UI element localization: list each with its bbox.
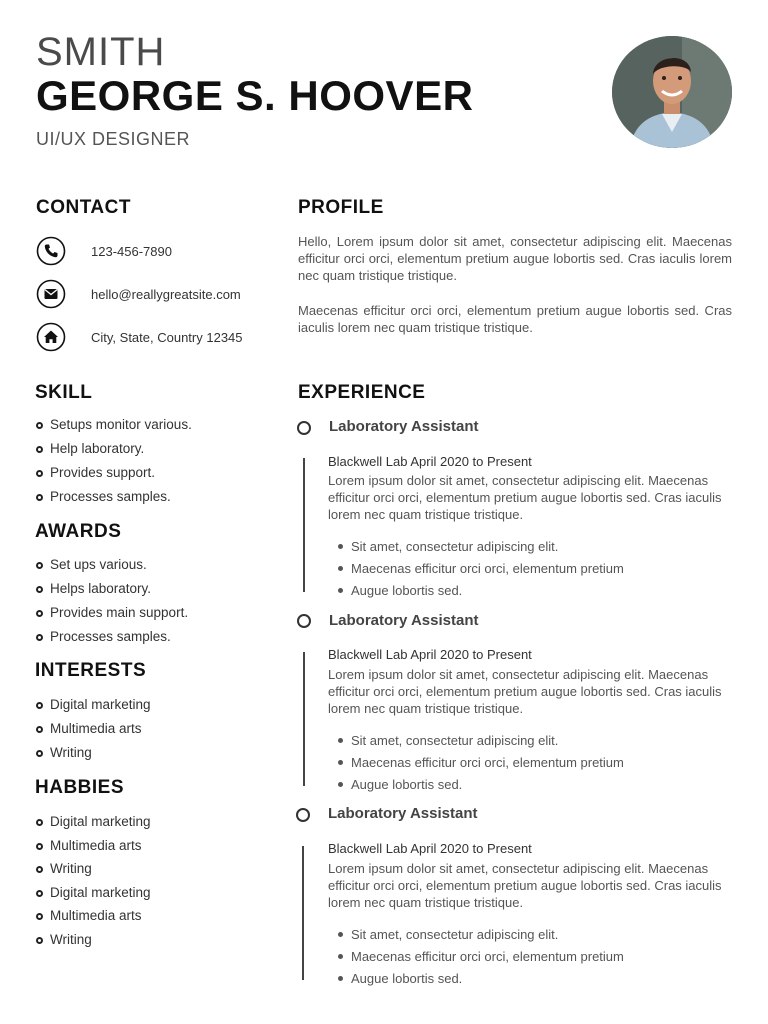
list-item: Maecenas efficitur orci orci, elementum pretium xyxy=(328,561,624,583)
profile-paragraph-2: Maecenas efficitur orci orci, elementum pretium augue lobortis sed. Cras iaculis lorem nec quam tristique tristique. xyxy=(298,303,732,335)
list-item: Digital marketing xyxy=(36,813,151,837)
list-item: Digital marketing xyxy=(36,884,151,908)
phone-icon xyxy=(36,236,66,266)
job-description: Lorem ipsum dolor sit amet, consectetur adipiscing elit. Maecenas efficitur orci orci, elementum pretium augue lobortis sed. Cras iaculis lorem nec quam tristique tristique. xyxy=(328,861,722,910)
full-name: GEORGE S. HOOVER xyxy=(36,72,474,119)
list-item: Augue lobortis sed. xyxy=(328,583,624,605)
habbies-title: HABBIES xyxy=(35,777,125,798)
list-item: Multimedia arts xyxy=(36,837,151,861)
home-icon xyxy=(36,322,66,352)
awards-title: AWARDS xyxy=(35,521,122,542)
experience-title: EXPERIENCE xyxy=(298,382,426,403)
list-item: Provides support. xyxy=(36,464,192,488)
job-title: Laboratory Assistant xyxy=(329,418,479,435)
list-item: Processes samples. xyxy=(36,628,188,652)
list-item: Augue lobortis sed. xyxy=(328,777,624,799)
job-title: Laboratory Assistant xyxy=(329,612,479,629)
list-item: Augue lobortis sed. xyxy=(328,971,624,993)
email-text[interactable]: hello@reallygreatsite.com xyxy=(91,286,241,302)
timeline-dot xyxy=(297,421,311,435)
job-description: Lorem ipsum dolor sit amet, consectetur adipiscing elit. Maecenas efficitur orci orci, elementum pretium augue lobortis sed. Cras iaculis lorem nec quam tristique tristique. xyxy=(328,667,722,716)
list-item: Maecenas efficitur orci orci, elementum pretium xyxy=(328,949,624,971)
job-bullets xyxy=(328,539,624,605)
list-item: Help laboratory. xyxy=(36,440,192,464)
skill-title: SKILL xyxy=(35,382,93,403)
contact-phone xyxy=(36,236,276,266)
profile-title: PROFILE xyxy=(298,197,384,218)
skill-list xyxy=(36,416,192,512)
list-item: Provides main support. xyxy=(36,604,188,628)
list-item: Setups monitor various. xyxy=(36,416,192,440)
mail-icon xyxy=(36,279,66,309)
contact-address xyxy=(36,322,276,352)
job-title: Laboratory Assistant xyxy=(328,805,478,822)
phone-text[interactable]: 123-456-7890 xyxy=(91,243,172,259)
surname: SMITH xyxy=(36,30,166,74)
job-bullets xyxy=(328,733,624,799)
timeline-line xyxy=(302,846,304,980)
list-item: Sit amet, consectetur adipiscing elit. xyxy=(328,539,624,561)
job-role: UI/UX DESIGNER xyxy=(36,129,191,149)
habbies-list xyxy=(36,813,151,955)
job-bullets xyxy=(328,927,624,993)
list-item: Set ups various. xyxy=(36,556,188,580)
job-meta: Blackwell Lab April 2020 to Present xyxy=(328,647,532,662)
job-meta: Blackwell Lab April 2020 to Present xyxy=(328,454,532,469)
contact-email xyxy=(36,279,276,309)
list-item: Writing xyxy=(36,744,151,768)
list-item: Writing xyxy=(36,860,151,884)
timeline-line xyxy=(303,652,305,786)
list-item: Writing xyxy=(36,931,151,955)
job-description: Lorem ipsum dolor sit amet, consectetur adipiscing elit. Maecenas efficitur orci orci, elementum pretium augue lobortis sed. Cras iaculis lorem nec quam tristique tristique. xyxy=(328,473,722,522)
timeline-dot xyxy=(297,614,311,628)
list-item: Processes samples. xyxy=(36,488,192,512)
list-item: Digital marketing xyxy=(36,696,151,720)
list-item: Multimedia arts xyxy=(36,907,151,931)
interests-title: INTERESTS xyxy=(35,660,147,681)
timeline-dot xyxy=(296,808,310,822)
person-photo-icon xyxy=(612,36,732,148)
interests-list xyxy=(36,696,151,768)
profile-paragraph-1: Hello, Lorem ipsum dolor sit amet, consectetur adipiscing elit. Maecenas efficitur orci orci, elementum pretium augue lobortis sed. Cras iaculis lorem nec quam tristique tristique. xyxy=(298,234,732,283)
list-item: Sit amet, consectetur adipiscing elit. xyxy=(328,733,624,755)
contact-title: CONTACT xyxy=(36,197,131,218)
list-item: Multimedia arts xyxy=(36,720,151,744)
list-item: Sit amet, consectetur adipiscing elit. xyxy=(328,927,624,949)
list-item: Maecenas efficitur orci orci, elementum pretium xyxy=(328,755,624,777)
timeline-line xyxy=(303,458,305,592)
list-item: Helps laboratory. xyxy=(36,580,188,604)
awards-list xyxy=(36,556,188,652)
job-meta: Blackwell Lab April 2020 to Present xyxy=(328,841,532,856)
avatar xyxy=(612,36,732,148)
address-text: City, State, Country 12345 xyxy=(91,329,243,345)
